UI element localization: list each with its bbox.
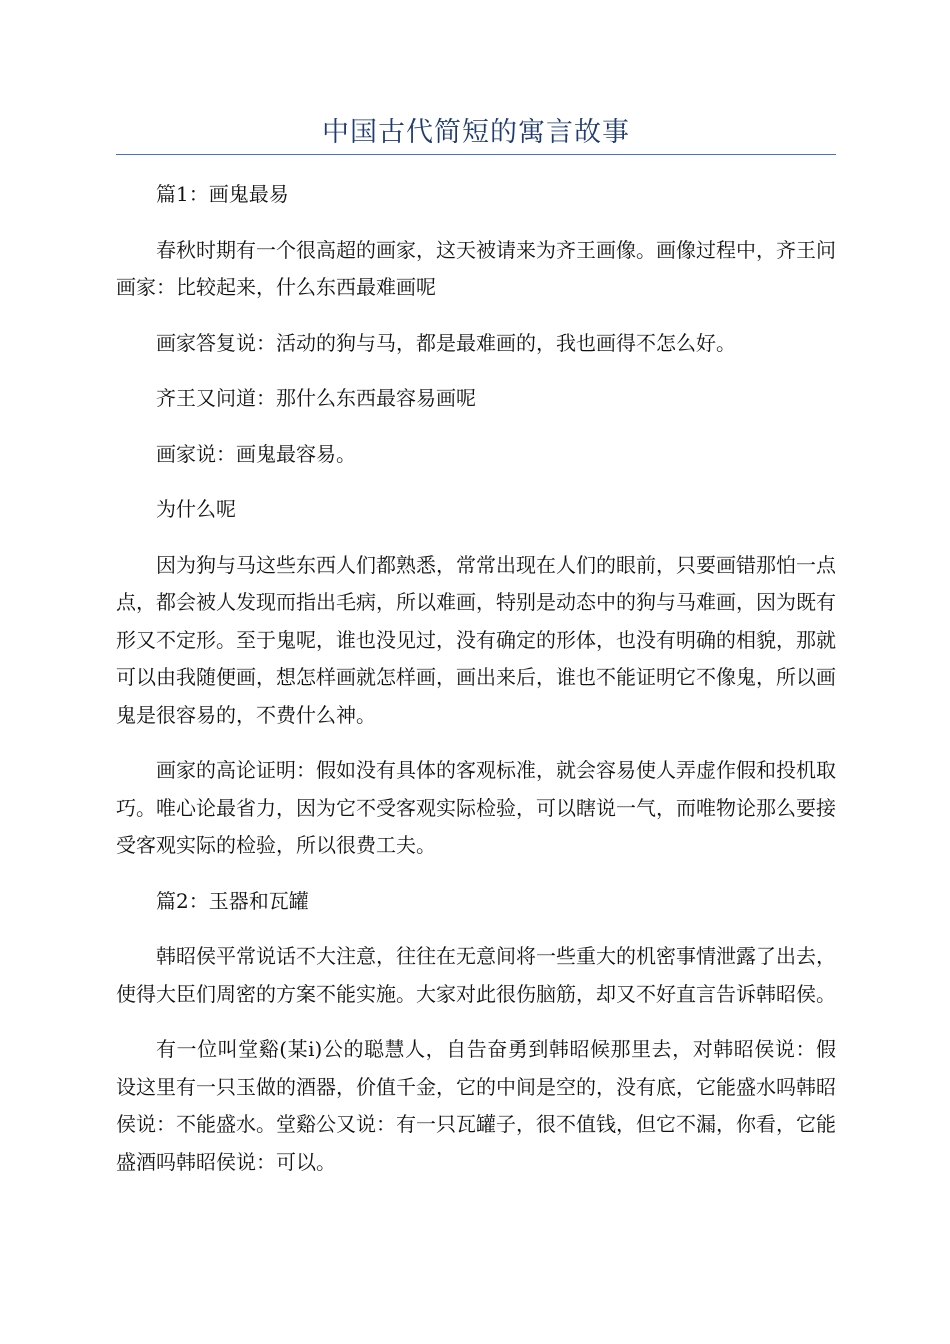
paragraph: 韩昭侯平常说话不大注意，往往在无意间将一些重大的机密事情泄露了出去，使得大臣们周密的方案不能实施。大家对此很伤脑筋，却又不好直言告诉韩昭侯。 xyxy=(116,944,836,1006)
paragraph: 齐王又问道：那什么东西最容易画呢 xyxy=(156,386,476,410)
title-underline xyxy=(116,154,836,155)
paragraph: 画家答复说：活动的狗与马，都是最难画的，我也画得不怎么好。 xyxy=(156,330,736,355)
paragraph: 画家的高论证明：假如没有具体的客观标准，就会容易使人弄虚作假和投机取巧。唯心论最省力，因为它不受客观实际检验，可以瞎说一气，而唯物论那么要接受客观实际的检验，所以很费工夫。 xyxy=(116,758,836,857)
paragraph: 因为狗与马这些东西人们都熟悉，常常出现在人们的眼前，只要画错那怕一点点，都会被人发现而指出毛病，所以难画，特别是动态中的狗与马难画，因为既有形又不定形。至于鬼呢，谁也没见过，没有确定的形体，也没有明确的相貌，那就可以由我随便画，想怎样画就怎样画，画出来后，谁也不能证明它不像鬼，所以画鬼是很容易的，不费什么神。 xyxy=(116,552,836,727)
paragraph: 画家说：画鬼最容易。 xyxy=(156,441,356,466)
paragraph: 有一位叫堂谿(某i)公的聪慧人，自告奋勇到韩昭候那里去，对韩昭侯说：假设这里有一只玉做的酒器，价值千金，它的中间是空的，没有底，它能盛水吗韩昭侯说：不能盛水。堂谿公又说：有一只瓦罐子，很不值钱，但它不漏，你看，它能盛酒吗韩昭侯说：可以。 xyxy=(116,1037,836,1174)
section-heading: 篇2：玉器和瓦罐 xyxy=(156,888,309,913)
paragraph: 为什么呢 xyxy=(156,497,236,521)
document-body xyxy=(116,176,836,1199)
document-title: 中国古代简短的寓言故事 xyxy=(322,117,630,148)
section-heading: 篇1：画鬼最易 xyxy=(156,182,289,206)
paragraph: 春秋时期有一个很高超的画家，这天被请来为齐王画像。画像过程中，齐王问画家：比较起来，什么东西最难画呢 xyxy=(116,237,836,299)
